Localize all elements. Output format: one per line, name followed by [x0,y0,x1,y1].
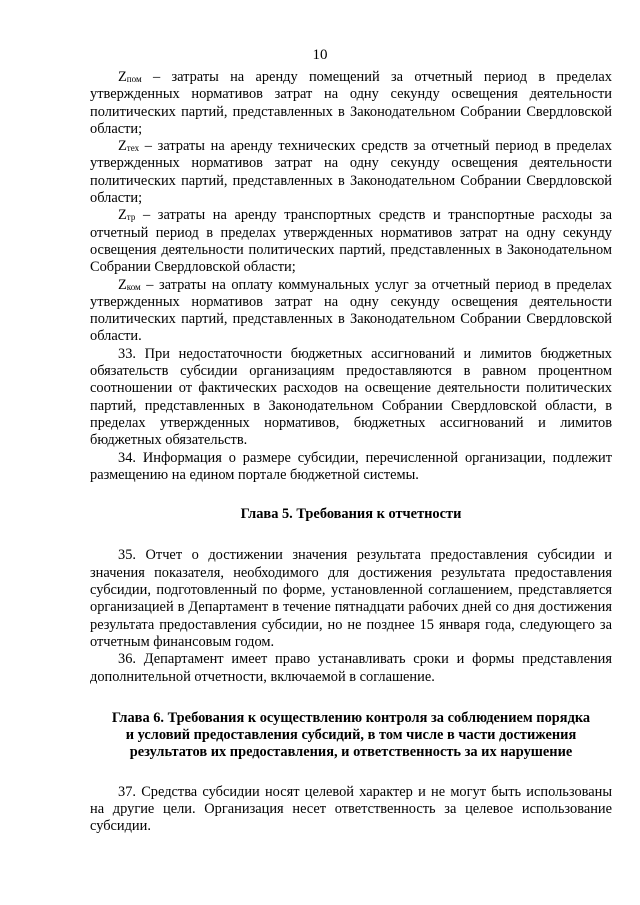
definition-z-pom: $Z_{пом}$ – затраты на аренду помещений за отчетный период в пределах утвержденных нормативов затрат на одну секунду освещения деятельности политических партий, представленных в Законодательном Собрании Свердловской области; [90,69,612,137]
page-number: 10 [312,47,328,63]
chapter-5-heading: Глава 5. Требования к отчетности [240,506,462,523]
page-content [90,69,612,836]
chapter-6-heading-line: результатов их предоставления, и ответственность за их нарушение [129,744,573,761]
definition-z-tr: $Z_{тр}$ – затраты на аренду транспортных средств и транспортные расходы за отчетный период в пределах утвержденных нормативов затрат на одну секунду освещения деятельности политических партий, представленных в Законодательном Собрании Свердловской области; [90,207,612,276]
definition-z-kom: $Z_{ком}$ – затраты на оплату коммунальных услуг за отчетный период в пределах утвержденных нормативов затрат на одну секунду освещения деятельности политических партий, представленных в Законодательном Собрании Свердловской области. [90,276,612,345]
paragraph-35: 35. Отчет о достижении значения результата предоставления субсидии и значения показателя, необходимого для достижения результата предоставления субсидии, подготовленный по форме, установленной соглашением, представляется организацией в Департамент в течение пятнадцати рабочих дней со дня достижения результата предоставления субсидии, но не позднее 15 января года, следующего за отчетным финансовым годом. [90,547,612,650]
chapter-6-heading-line: и условий предоставления субсидий, в том числе в части достижения [125,727,577,744]
paragraph-33: 33. При недостаточности бюджетных ассигнований и лимитов бюджетных обязательств субсидии организациям предоставляются в равном процентном соотношении от фактических расходов на освещение деятельности политических партий, представленных в Законодательном Собрании Свердловской области, в пределах утвержденных нормативов, бюджетных ассигнований и лимитов бюджетных обязательств. [90,345,612,449]
definition-z-teh: $Z_{тех}$ – затраты на аренду технических средств за отчетный период в пределах утвержденных нормативов затрат на одну секунду освещения деятельности политических партий, представленных в Законодательном Собрании Свердловской области; [90,138,612,207]
paragraph-34: 34. Информация о размере субсидии, перечисленной организации, подлежит размещению на едином портале бюджетной системы. [90,449,612,483]
chapter-6-heading-line: Глава 6. Требования к осуществлению контроля за соблюдением порядка [111,709,591,726]
paragraph-37: 37. Средства субсидии носят целевой характер и не могут быть использованы на другие цели. Организация несет ответственность за целевое использование субсидии. [90,783,612,835]
chapter-6-heading [90,710,612,762]
paragraph-36: 36. Департамент имеет право устанавливать сроки и формы представления дополнительной отчетности, включаемой в соглашение. [90,651,612,685]
